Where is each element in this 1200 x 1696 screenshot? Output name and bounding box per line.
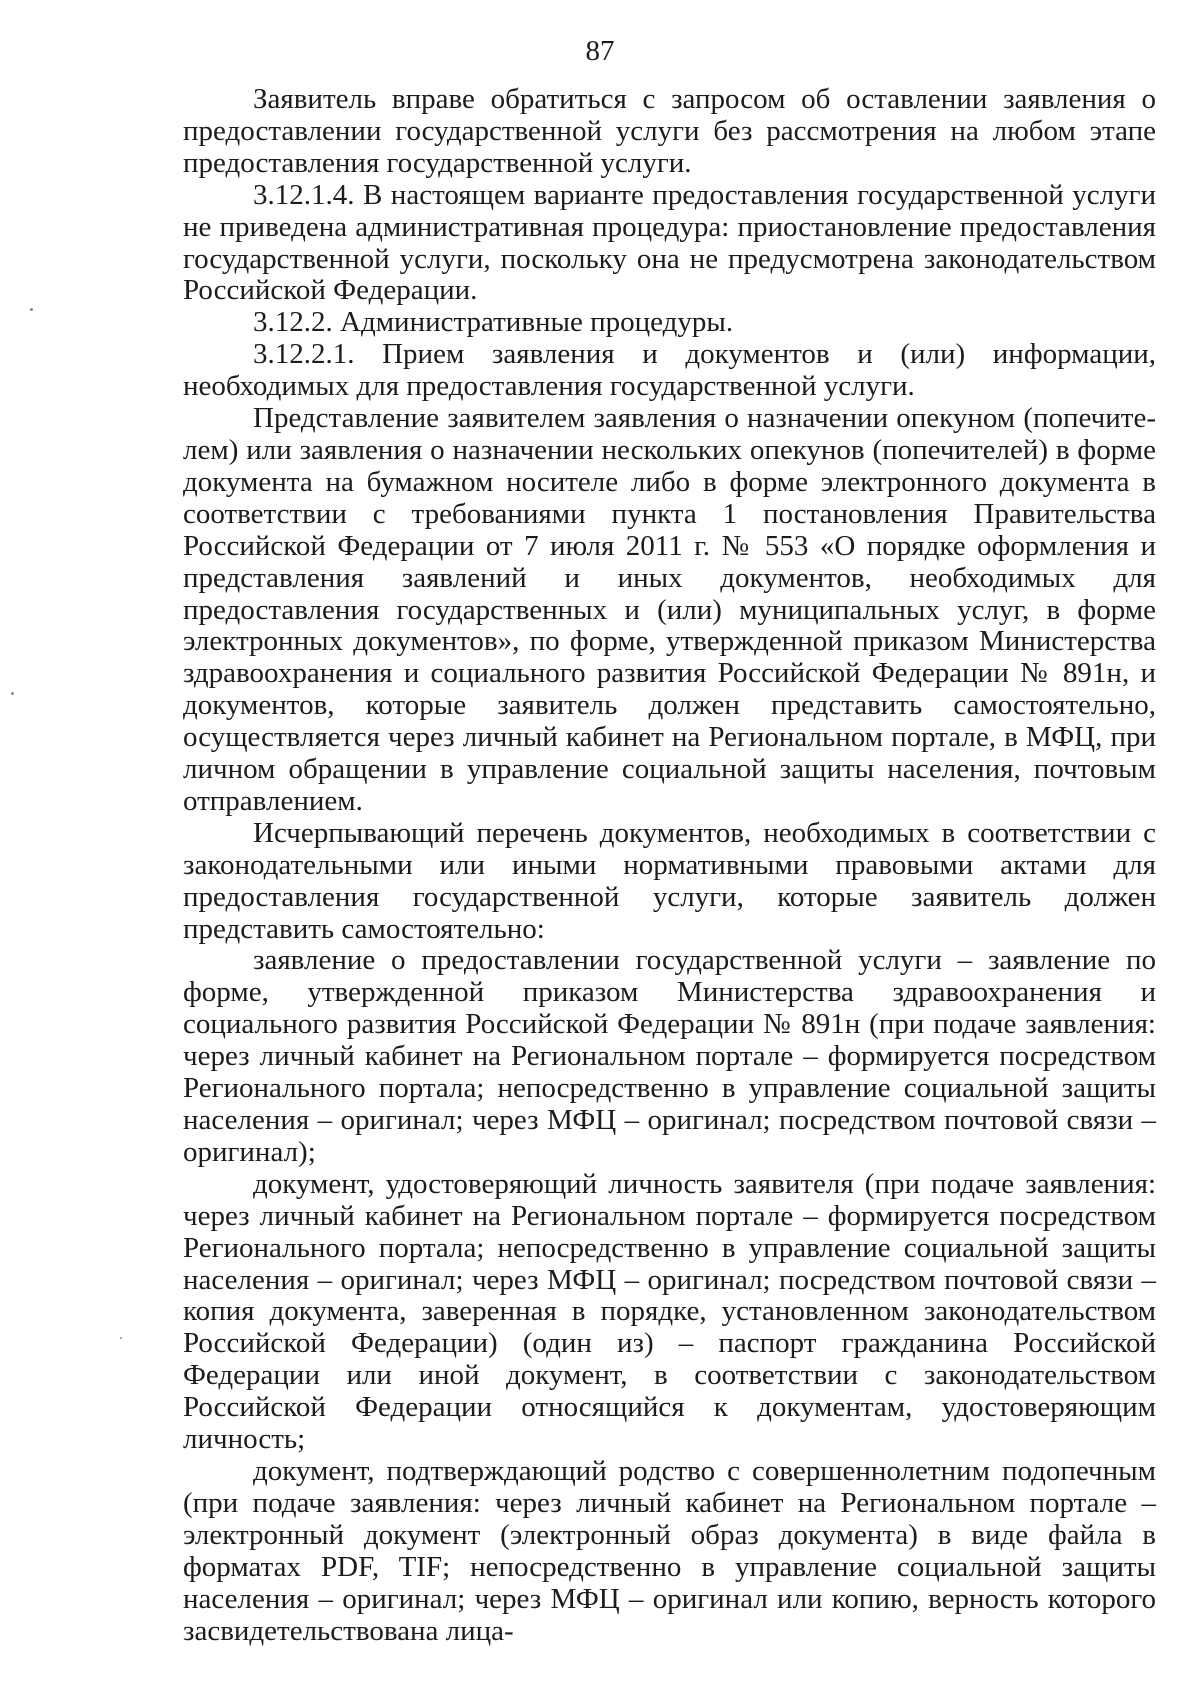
paragraph-item-identity-document: документ, удостоверяющий личность заявителя (при подаче заявления: через личный кабинет на Региональном портале – формируется посредством Регионального портала; непосредственно в управление социальной защиты населения – оригинал; через МФЦ – оригинал; посредством почтовой связи – копия документа, заверенная в порядке, установленном законодательством Российской Федерации) (один из) – паспорт гражданина Российской Федерации или иной документ, в соответствии с законодательством Российской Федерации относящийся к документам, удостоверяющим личность; [183,1167,1156,1456]
paragraph-withdrawal-request: Заявитель вправе обратиться с запросом об оставлении заявления о предоставлении государственной услуги без рассмотрения на любом этапе предоставления государственной услуги. [183,83,1156,179]
paragraph-3-12-2-heading: 3.12.2. Административные процедуры. [253,306,734,339]
paragraph-3-12-2-1: 3.12.2.1. Прием заявления и документов и (или) информации, необходимых для предоставления государственной услуги. [183,338,1156,403]
scan-speck-3 [120,1337,122,1339]
paragraph-item-application: заявление о предоставлении государственной услуги – заявление по форме, утвержденной приказом Министерства здравоохранения и социального развития Российской Федерации № 891н (при подаче заявления: через личный кабинет на Региональном портале – формируется посредством Регионального портала; непосредственно в управление социальной защиты населения – оригинал; через МФЦ – оригинал; посредством почтовой связи – оригинал); [183,944,1156,1168]
paragraph-document-list-intro: Исчерпывающий перечень документов, необходимых в соответствии с законодательными или иными нормативными правовыми актами для предоставления государственной услуги, которые заявитель должен представить самостоятельно: [183,816,1156,945]
paragraph-item-kinship-document: документ, подтверждающий родство с совершеннолетним подопечным (при подаче заявления: через личный кабинет на Региональном портале – электронный документ (электронный образ документа) в виде файла в форматах PDF, TIF; непосредственно в управление социальной защиты населения – оригинал; через МФЦ – оригинал или копию, верность которого засвидетельствована лица- [183,1454,1156,1647]
paragraph-3-12-1-4: 3.12.1.4. В настоящем варианте предоставления государственной услуги не приведена административная процедура: приостановление предоставления государственной услуги, поскольку она не предусмотрена законодательством Российской Федерации. [183,178,1156,307]
scan-speck-2 [11,692,14,695]
document-body [183,84,1156,1647]
paragraph-application-submission: Представление заявителем заявления о назначении опекуном (попечителем) или заявления о назначении нескольких опекунов (попечителей) в форме документа на бумажном носителе либо в форме электронного документа в соответствии с требованиями пункта 1 постановления Правительства Российской Федерации от 7 июля 2011 г. № 553 «О порядке оформления и представления заявлений и иных документов, необходимых для предоставления государственных и (или) муниципальных услуг, в форме электронных документов», по форме, утвержденной приказом Министерства здравоохранения и социального развития Российской Федерации № 891н, и документов, которые заявитель должен представить самостоятельно, осуществляется через личный кабинет на Региональном портале, в МФЦ, при личном обращении в управление социальной защиты населения, почтовым отправлением. [183,402,1156,817]
page-number: 87 [585,35,615,67]
scan-speck-1 [30,308,33,311]
